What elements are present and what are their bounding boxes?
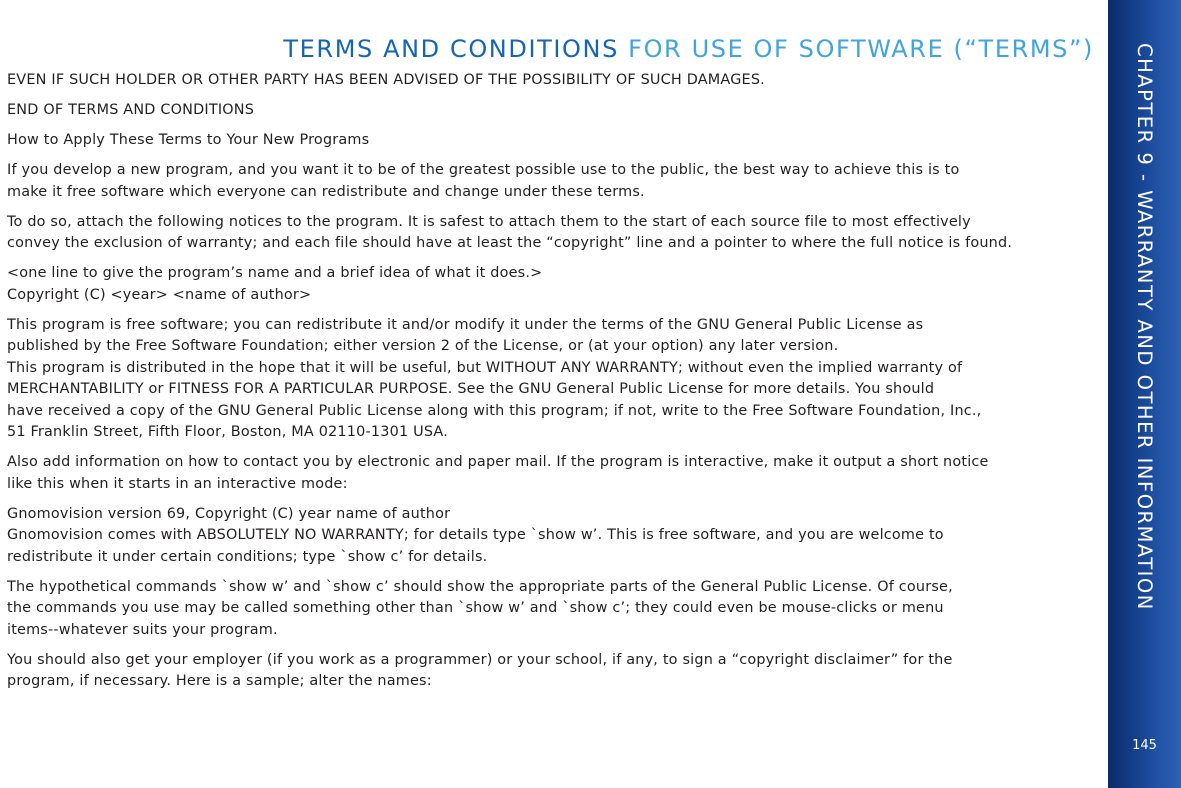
paragraph [7, 100, 1092, 122]
text-line: redistribute it under certain conditions; type `show c’ for details. [7, 548, 488, 565]
page-title-main: TERMS AND CONDITIONS [283, 35, 619, 63]
paragraph [7, 263, 1092, 306]
text-line: published by the Free Software Foundation; either version 2 of the License, or (at your option) any later version. [7, 338, 839, 354]
text-line: have received a copy of the GNU General Public License along with this program; if not, write to the Free Software Foundation, Inc., [7, 402, 982, 419]
page-title-sub: FOR USE OF SOFTWARE (“TERMS”) [618, 35, 1094, 63]
paragraph [7, 650, 1092, 693]
text-line: EVEN IF SUCH HOLDER OR OTHER PARTY HAS BEEN ADVISED OF THE POSSIBILITY OF SUCH DAMAGES. [7, 72, 765, 88]
text-line: Also add information on how to contact you by electronic and paper mail. If the program is interactive, make it output a short notice [7, 454, 989, 470]
text-line: This program is distributed in the hope that it will be useful, but WITHOUT ANY WARRANTY; without even the implied warranty of [7, 359, 963, 376]
paragraph [7, 160, 1092, 203]
text-line: How to Apply These Terms to Your New Programs [7, 132, 370, 148]
page-title [0, 34, 1094, 64]
chapter-title: CHAPTER 9 - WARRANTY AND OTHER INFORMATION [1133, 43, 1156, 611]
text-line: items--whatever suits your program. [7, 621, 278, 638]
paragraph [7, 452, 1092, 495]
text-line: This program is free software; you can redistribute it and/or modify it under the terms of the GNU General Public License as [7, 316, 924, 333]
document-body [7, 70, 1092, 701]
text-line: END OF TERMS AND CONDITIONS [7, 102, 255, 118]
text-line: Gnomovision version 69, Copyright (C) year name of author [7, 505, 451, 522]
page-number: 145 [1132, 738, 1157, 753]
text-line: the commands you use may be called something other than `show w’ and `show c’; they could even be mouse-clicks or menu [7, 600, 944, 616]
text-line: The hypothetical commands `show w’ and `show c’ should show the appropriate parts of the General Public License. Of course, [7, 578, 953, 595]
text-line: If you develop a new program, and you want it to be of the greatest possible use to the public, the best way to achieve this is to [7, 162, 960, 178]
text-line: make it free software which everyone can redistribute and change under these terms. [7, 183, 645, 200]
text-line: program, if necessary. Here is a sample; alter the names: [7, 673, 432, 689]
paragraph [7, 315, 1092, 444]
paragraph [7, 212, 1092, 255]
text-line: You should also get your employer (if you work as a programmer) or your school, if any, to sign a “copyright disclaimer” for the [7, 651, 953, 668]
text-line: Gnomovision comes with ABSOLUTELY NO WARRANTY; for details type `show w’. This is free software, and you are welcome to [7, 527, 944, 543]
paragraph [7, 70, 1092, 92]
text-line: like this when it starts in an interactive mode: [7, 475, 348, 492]
text-line: <one line to give the program’s name and a brief idea of what it does.> [7, 265, 543, 281]
text-line: convey the exclusion of warranty; and each file should have at least the “copyright” line and a pointer to where the full notice is found. [7, 235, 1013, 251]
paragraph [7, 504, 1092, 569]
text-line: 51 Franklin Street, Fifth Floor, Boston, MA 02110-1301 USA. [7, 424, 448, 440]
text-line: To do so, attach the following notices to the program. It is safest to attach them to the start of each source file to most effectively [7, 213, 971, 230]
paragraph [7, 577, 1092, 642]
text-line: Copyright (C) <year> <name of author> [7, 286, 312, 303]
text-line: MERCHANTABILITY or FITNESS FOR A PARTICULAR PURPOSE. See the GNU General Public License for more details. You should [7, 381, 935, 397]
paragraph [7, 130, 1092, 152]
